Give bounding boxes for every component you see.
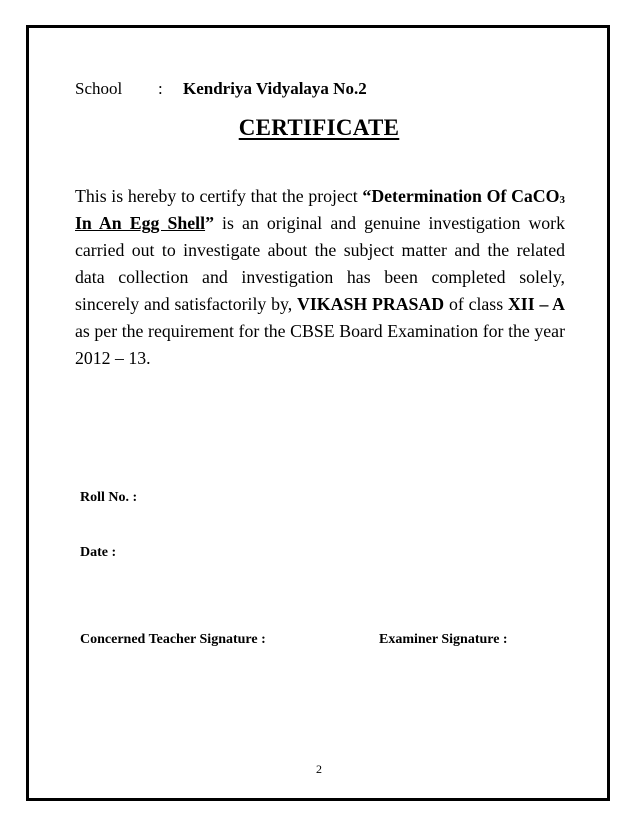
student-name: VIKASH PRASAD [297, 294, 445, 314]
page-number: 2 [316, 762, 322, 776]
roll-number-label: Roll No. : [80, 490, 138, 505]
school-name: Kendriya Vidyalaya No.2 [183, 79, 367, 98]
examiner-signature-label: Examiner Signature : [379, 632, 508, 647]
certificate-text-1: This is hereby to certify that the project [75, 186, 363, 206]
teacher-signature-label: Concerned Teacher Signature : [80, 632, 266, 647]
project-title-part-b: In An Egg Shell [75, 213, 206, 233]
school-label: School [75, 79, 123, 98]
certificate-text-4: as per the requirement for the CBSE Board Examination for the year 2012 – 13. [75, 321, 565, 368]
school-line [75, 79, 367, 99]
certificate-text-3: of class [444, 294, 508, 314]
date-label: Date : [80, 545, 117, 560]
certificate-text-2: is an original and genuine investigation work carried out to investigate about the subject matter and the related data collection and investigation has been completed solely, sincerely and satisfactorily by, [75, 213, 565, 314]
project-title-close-quote: ” [205, 213, 214, 233]
school-colon: : [158, 79, 163, 98]
student-class: XII – A [507, 294, 566, 314]
page-border [26, 25, 610, 801]
project-title-subscript: 3 [559, 194, 565, 206]
project-title-part-a: “Determination Of CaCO [362, 186, 560, 206]
certificate-title: CERTIFICATE [238, 115, 400, 140]
certificate-body [75, 183, 565, 372]
